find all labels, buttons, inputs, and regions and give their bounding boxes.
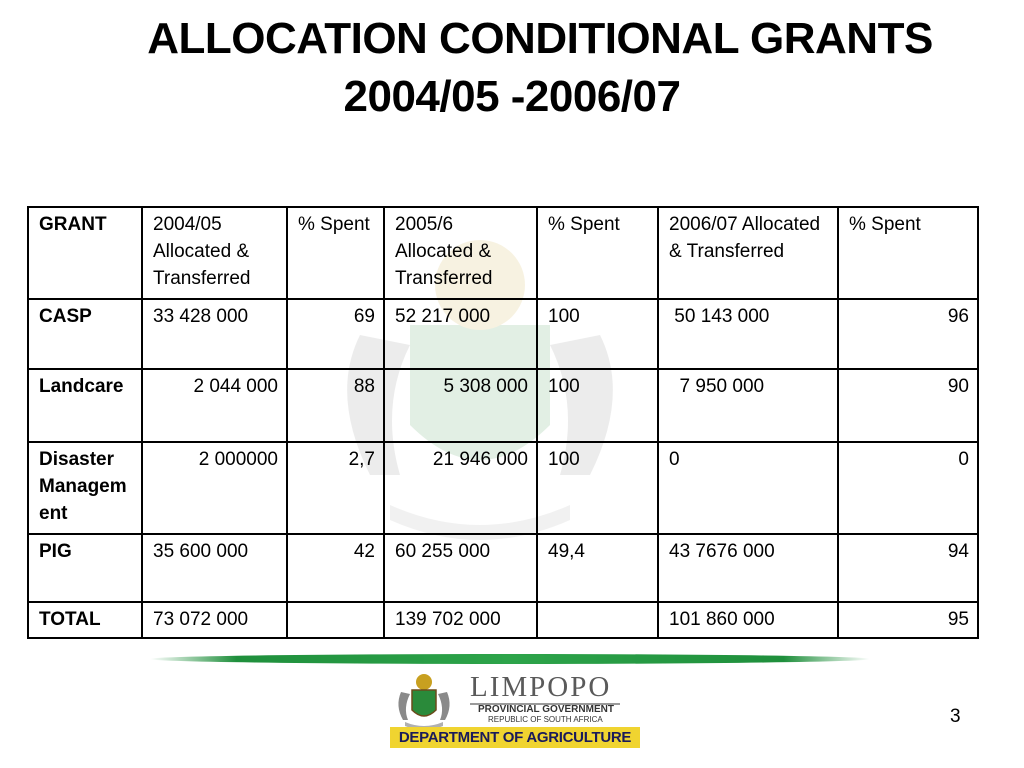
header-2004-spent: % Spent: [287, 207, 384, 299]
logo-subtitle: PROVINCIAL GOVERNMENT: [478, 704, 614, 715]
grant-name: Landcare: [28, 369, 142, 442]
header-2006-spent: % Spent: [838, 207, 978, 299]
cell: 5 308 000: [384, 369, 537, 442]
logo-country: REPUBLIC OF SOUTH AFRICA: [488, 715, 603, 724]
department-label: DEPARTMENT OF AGRICULTURE: [390, 727, 640, 748]
cell: 0: [658, 442, 838, 534]
cell: 100: [537, 369, 658, 442]
table-row: [28, 534, 978, 602]
cell: 100: [537, 299, 658, 369]
table-row: [28, 299, 978, 369]
header-2004-allocated: 2004/05 Allocated & Transferred: [142, 207, 287, 299]
cell: 49,4: [537, 534, 658, 602]
cell: 50 143 000: [658, 299, 838, 369]
table-header-row: [28, 207, 978, 299]
cell: 95: [838, 602, 978, 638]
cell: 139 702 000: [384, 602, 537, 638]
cell: 21 946 000: [384, 442, 537, 534]
cell: 2 044 000: [142, 369, 287, 442]
logo-name: LIMPOPO: [470, 671, 612, 703]
cell: 100: [537, 442, 658, 534]
table-row: [28, 369, 978, 442]
cell: 73 072 000: [142, 602, 287, 638]
cell: 88: [287, 369, 384, 442]
grant-name: CASP: [28, 299, 142, 369]
header-grant: GRANT: [28, 207, 142, 299]
header-2005-spent: % Spent: [537, 207, 658, 299]
cell: 69: [287, 299, 384, 369]
cell: 0: [838, 442, 978, 534]
header-2005-allocated: 2005/6 Allocated & Transferred: [384, 207, 537, 299]
grant-name: PIG: [28, 534, 142, 602]
green-divider: [150, 654, 870, 664]
cell: 101 860 000: [658, 602, 838, 638]
cell: 42: [287, 534, 384, 602]
cell: 96: [838, 299, 978, 369]
cell: 52 217 000: [384, 299, 537, 369]
cell: 43 7676 000: [658, 534, 838, 602]
cell: 7 950 000: [658, 369, 838, 442]
cell: 33 428 000: [142, 299, 287, 369]
cell: [537, 602, 658, 638]
grant-name: TOTAL: [28, 602, 142, 638]
cell: 2,7: [287, 442, 384, 534]
table-row: [28, 442, 978, 534]
table-row-total: [28, 602, 978, 638]
slide-title-line-1: ALLOCATION CONDITIONAL GRANTS: [147, 14, 933, 63]
header-2006-allocated: 2006/07 Allocated & Transferred: [658, 207, 838, 299]
grants-table: [27, 206, 979, 639]
cell: [287, 602, 384, 638]
grant-name: Disaster Management: [28, 442, 142, 534]
cell: 2 000000: [142, 442, 287, 534]
slide-title-line-2: 2004/05 -2006/07: [343, 72, 681, 121]
limpopo-coat-of-arms-icon: [393, 668, 455, 730]
cell: 94: [838, 534, 978, 602]
page-number: 3: [950, 706, 961, 727]
cell: 90: [838, 369, 978, 442]
cell: 60 255 000: [384, 534, 537, 602]
cell: 35 600 000: [142, 534, 287, 602]
